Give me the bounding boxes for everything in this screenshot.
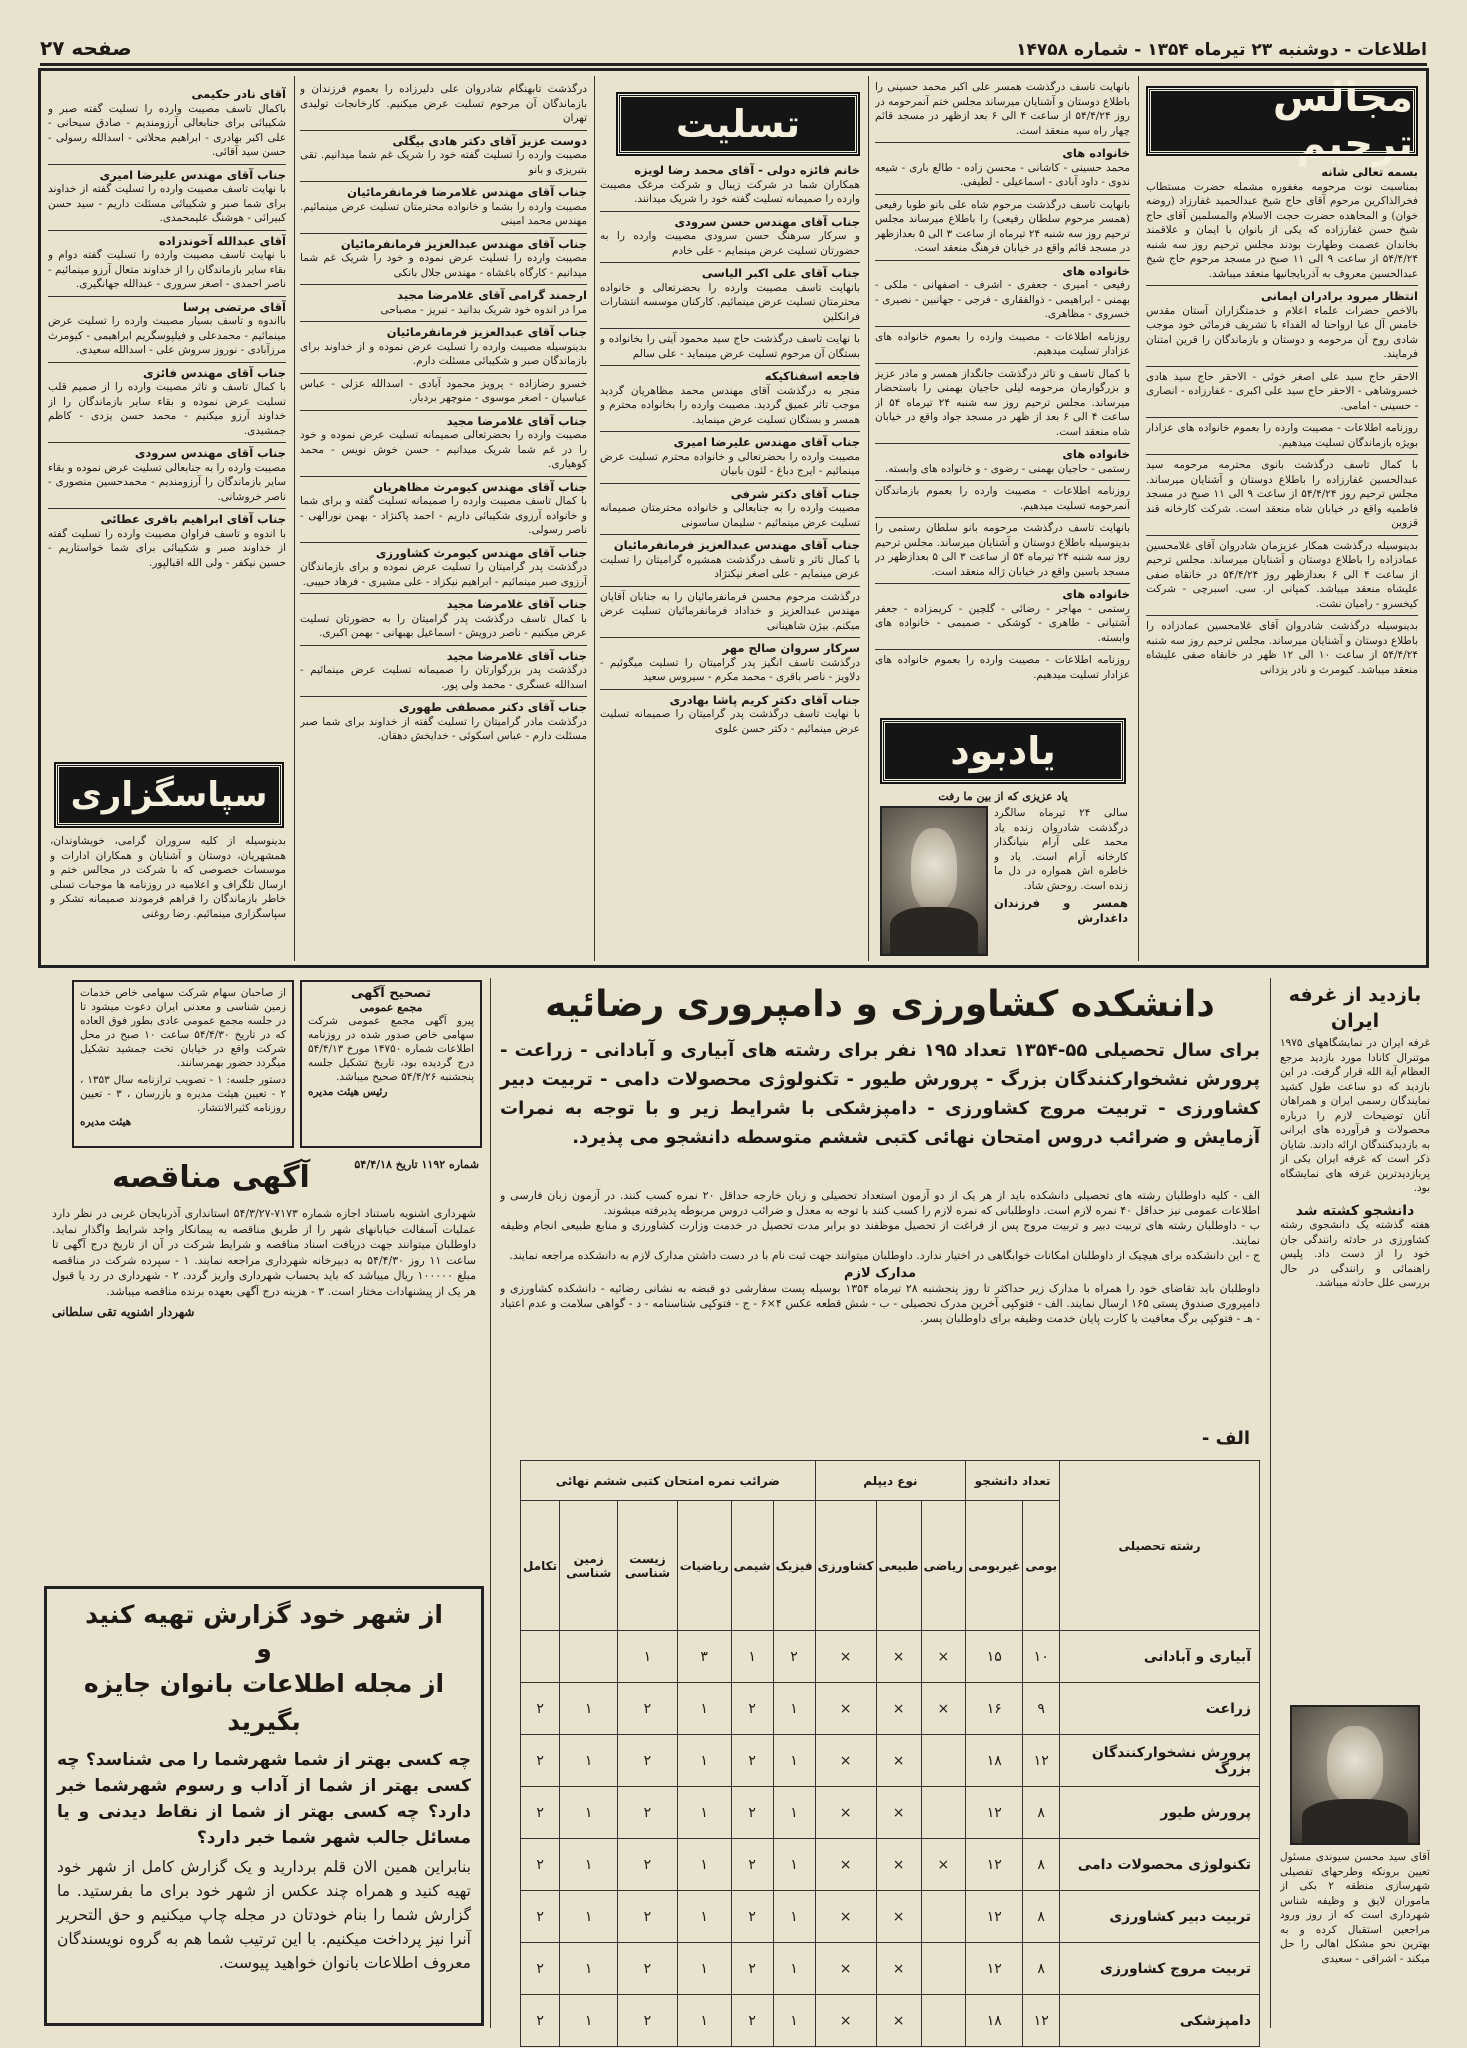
table-cell: ۱۲ [966, 1891, 1023, 1943]
notice-separator [300, 284, 587, 285]
notice-text: با کمال تاسف و تاثر درگذشت جانگداز همسر و مادر عزیز و بزرگوارمان مرحومه لیلی حاجیان بهمنی را باستحضار میرساند. مجلس ترحیم روز سه شنبه ۲۴ تیرماه ۵۴ از ساعت ۴ الی ۶ بعد از ظهر در مسجد جواد واقع در خیابان شاه منعقد است. [875, 367, 1130, 438]
notice-heading: جناب آقای مهندس عبدالعزیز فرمانفرمائیان [613, 538, 860, 552]
column-divider [594, 76, 595, 961]
table-cell-field: زراعت [1060, 1683, 1260, 1735]
tender-sign: شهردار اشنویه تقی سلطانی [52, 1305, 195, 1319]
notice-separator [600, 262, 860, 263]
notice-separator [600, 586, 860, 587]
col-field-header: رشته تحصیلی [1060, 1461, 1260, 1631]
notice-heading: جناب آقای ابراهیم باقری عطائی [100, 512, 286, 526]
notice-heading: ارجمند گرامی آقای غلامرضا مجید [397, 288, 587, 302]
column-divider [294, 76, 295, 961]
notice-text: بمناسبت نوت مرحومه مغفوره مشمله حضرت مستطاب فخرالذاکرین مرحوم آقای حاج شیخ عبدالحمید غفارزاد (روضه خوان) و المحاهده حضرت حجت الاسلام والمسلمین آقای حاج شیخ حسن غفارزاده که یکی از بانوان با ایمان و علاقمند بخاندان عصمت وطهارت بودند مجلس ترحیم روز سه شنبه ۵۴/۴/۲۴ از ساعت ۹ الی ۱۱ صبح در مسجد مرحوم حاج شیخ عبدالحسین معروف به آذربایجانیها منعقد میباشد. [1146, 180, 1418, 280]
notice-text: مصیبت وارده را بحضرتعالی صمیمانه تسلیت عرض نموده و خود را در غم شما شریک میدانیم - حسن خوش نویس - محمد کوهیاری. [300, 429, 587, 470]
banu-body: بنابراین همین الان قلم بردارید و یک گزارش کامل از شهر خود تهیه کنید و همراه چند عکس از شهر خود برای ما بفرستید. ما گزارش شما را بنام خودتان در مجله چاپ میکنیم و حق التحریر آنرا نیز پرداخت میکنیم. با این ترتیب شما هم به گروه نویسندگان معروف اطلاعات بانوان خواهید پیوست. [57, 1858, 471, 1972]
table-cell [921, 1995, 966, 2047]
notice-separator [300, 696, 587, 697]
banu-questions: چه کسی بهتر از شما شهرشما را می شناسد؟ چه کسی بهتر از شما از آداب و رسوم شهرشما خبر دارد؟ چه کسی بهتر از شما از نقاط دیدنی و یا مسائل جالب شهر شما خبر دارد؟ [57, 1750, 471, 1848]
notice-heading: جناب آقای غلامرضا مجید [446, 413, 587, 428]
condolence-column-3 [600, 160, 860, 957]
table-cell: ۱۲ [1023, 1995, 1060, 2047]
col-zamin: زمین شناسی [560, 1501, 618, 1631]
table-cell: ۱ [773, 1995, 815, 2047]
table-cell: ۸ [1023, 1891, 1060, 1943]
notice-separator [48, 442, 286, 443]
table-cell: × [815, 1995, 876, 2047]
column-divider [868, 76, 869, 961]
table-cell: ۱ [773, 1943, 815, 1995]
notice-text: مصیبت وارده را به جنابعالی تسلیت عرض نموده و بقاء سایر بازماندگان را آرزومندیم - محمدحسین منصوری - ناصر خروشانی. [48, 461, 286, 503]
banu-headline-2: و [256, 1634, 272, 1663]
notice-text: بدینوسیله درگذشت همکار عزیزمان شادروان آقای غلامحسین عمادزاده را باطلاع دوستان و آشنایان میرساند. مجلس ترحیم از ساعت ۴ الی ۶ بعدازظهر روز ۵۴/۴/۲۴ در خانقاه صفی علیشاه منعقد میباشد. کمپانی ار. سی. اسبرچی - شرکت کیخسرو - رامیان نشت. [1146, 539, 1418, 610]
notice-text: روزنامه اطلاعات - مصیبت وارده را بعموم بازماندگان آنمرحومه تسلیت میدهیم. [875, 485, 1130, 512]
notice-text: مصیبت وارده را تسلیت گفته خود را شریک غم شما میدانیم. تقی بتبریزی و بانو [300, 149, 587, 176]
table-cell: ۲ [618, 1787, 677, 1839]
condolence-column-4 [300, 82, 587, 957]
notice-text: درگذشت پدر بزرگوارتان را صمیمانه تسلیت عرض مینمائیم - اسدالله عسگری - محمد ولی پور. [300, 664, 587, 691]
table-cell: ۳ [677, 1631, 731, 1683]
notice-text: با کمال تاسف درگذشت پدر گرامیتان را به حضورتان تسلیت عرض میکنیم - ناصر درویش - اسماعیل بهبهانی - بهمن اکبری. [300, 612, 587, 639]
col-coef-header: ضرائب نمره امتحان کتبی ششم نهائی [521, 1461, 816, 1501]
table-cell-field: تکنولوژی محصولات دامی [1060, 1839, 1260, 1891]
table-cell: ۱ [560, 1891, 618, 1943]
notice-separator [300, 130, 587, 131]
notice-text: بالاخص حضرات علماء اعلام و خدمتگزاران آستان مقدس خامس آل عبا ارواحنا له الفداء با تشریف فرمائی خود موجب شادی روح آن مرحومه و دوستان و بازماندگان را قرین امتنان فرمایند. [1146, 304, 1418, 360]
notice-heading: خانواده های [1062, 146, 1130, 160]
table-cell: × [815, 1891, 876, 1943]
notice-separator [1146, 285, 1418, 286]
table-cell: ۲ [521, 1995, 560, 2047]
table-cell [921, 1787, 966, 1839]
table-row [521, 1995, 1260, 2047]
table-cell: ۱۵ [966, 1631, 1023, 1683]
notice-text: مصیبت وارده را تسلیت عرض نموده و خود را شریک غم شما میدانیم - کارگاه باغشاه - مهندس جلال بانکی [300, 252, 587, 279]
table-cell: × [815, 1943, 876, 1995]
notice-separator [300, 476, 587, 477]
notice-column-2 [875, 80, 1130, 720]
tender-title: آگهی مناقصه [112, 1160, 310, 1195]
table-cell: ۱۲ [1023, 1735, 1060, 1787]
table-cell: ۱ [677, 1787, 731, 1839]
table-cell: ۱ [677, 1735, 731, 1787]
table-label: الف - [1201, 1428, 1250, 1449]
notice-text: و سرکار سرهنگ حسن سرودی مصیبت وارده را به حضورتان تسلیت عرض مینمایم - علی خادم [600, 230, 860, 257]
notice-text: با کمال تاسف درگذشت بانوی محترمه مرحومه سید عبدالحسین غفارزاده را باطلاع دوستان و آشنایان میرساند. مجلس ترحیم روز ۵۴/۴/۲۴ از ساعت ۹ الی ۱۱ صبح در مسجد فاطمیه واقع در خیابان شاه منعقد است. شرکت کارخانه قند قزوین [1146, 459, 1418, 529]
table-cell: ۱۸ [966, 1735, 1023, 1787]
notice-separator [1146, 366, 1418, 367]
notice-separator [1146, 454, 1418, 455]
table-cell: ۲ [618, 1995, 677, 2047]
notice-text: روزنامه اطلاعات - مصیبت وارده را بعموم خانواده های عزادار تسلیت میدهیم. [875, 330, 1130, 357]
notice-heading: جناب آقای مهندس کیومرث کشاورزی [375, 545, 587, 560]
notice-separator [48, 296, 286, 297]
sepasgozari-banner: سپاسگزاری [56, 764, 282, 826]
table-cell: ۱ [560, 1995, 618, 2047]
table-cell: ۸ [1023, 1839, 1060, 1891]
notice-separator [875, 142, 1130, 143]
sepasgozari-text: بدینوسیله از کلیه سروران گرامی، خویشاوندان، همشهریان، دوستان و آشنایان و همکاران ادارات و موسسات خصوصی که با شرکت در مجالس ختم و ارسال تلگراف و اعلامیه در روزنامه ها موجبات تسلی خاطر بازماندگان را فراهم فرمودند صمیمانه تشکر و سپاسگزاری مینمائیم. رضا روغنی [50, 835, 286, 920]
table-cell: ۲ [618, 1891, 677, 1943]
notice-text: درگذشت تابهنگام شادروان علی دلیرزاده را بعموم فرزندان و بازماندگان آن مرحوم تسلیت عرض میکنیم. کارخانجات تولیدی تهران [300, 83, 587, 124]
notice-separator [600, 637, 860, 638]
table-cell: ۲ [618, 1943, 677, 1995]
table-row [521, 1631, 1260, 1683]
page-header [40, 36, 1427, 66]
notice-separator [1146, 615, 1418, 616]
notice-separator [300, 410, 587, 411]
col-bumi: بومی [1023, 1501, 1060, 1631]
yadbood-banner: یادبود [882, 720, 1124, 782]
notice-heading: جناب آقای مهندس سرودی [134, 446, 286, 460]
table-cell: ۱ [560, 1839, 618, 1891]
table-cell: ۲ [731, 1839, 773, 1891]
notice-text: بدینوسیله درگذشت شادروان آقای غلامحسین عمادزاده را باطلاع دوستان و آشنایان میرساند. مجلس ترحیم روز سه شنبه ۵۴/۴/۲۴ از ساعت ۱۰ الی ۱۲ ظهر در خانقاه صفی علیشاه منعقد میباشد. کیومرث و نادر یزدانی [1146, 620, 1418, 676]
notice-text: الاحقر حاج سید علی اصغر خوئی - الاحقر حاج سید هادی خسروشاهی - الاحقر حاج سید علی اکبری - غفارزاده - انصاری - حسینی - امامی. [1146, 370, 1418, 412]
notice-heading: جناب آقای مهندس غلامرضا فرمانفرمائیان [347, 185, 587, 199]
table-cell: × [876, 1839, 921, 1891]
notice-heading: دوست عزیز آقای دکتر هادی بیگلی [392, 133, 587, 148]
table-cell: × [815, 1735, 876, 1787]
table-cell: × [876, 1631, 921, 1683]
tender-box [44, 1152, 484, 1594]
table-cell: × [815, 1683, 876, 1735]
table-cell: ۱۲ [966, 1787, 1023, 1839]
table-cell-field: پرورش طیور [1060, 1787, 1260, 1839]
notice-text: رفیعی - امیری - جعفری - اشرف - اصفهانی - ملکی - بهمنی - ابراهیمی - ذوالفقاری - فرجی - جهانبین - نصیری - خسروی - مظاهری. [875, 279, 1130, 320]
notice-separator [48, 362, 286, 363]
notice-text: محمد حسینی - کاشانی - محسن زاده - طالع باری - شیعه ندوی - داود آبادی - اسماعیلی - لطیفی. [875, 161, 1130, 188]
table-cell-field: دامپزشکی [1060, 1995, 1260, 2047]
memorial-portrait [880, 806, 988, 956]
notice-separator [300, 593, 587, 594]
table-cell: × [921, 1683, 966, 1735]
col-tabiei: طبیعی [876, 1501, 921, 1631]
table-cell: × [815, 1839, 876, 1891]
university-title: دانشکده کشاورزی و دامپروری رضائیه [545, 984, 1215, 1025]
table-cell: ۲ [731, 1995, 773, 2047]
correction-text: پیرو آگهی مجمع عمومی شرکت سهامی خاص صدور شده در روزنامه اطلاعات شماره ۱۴۷۵۰ مورخ ۵۴/۴/۱۳ درج گردیده بود، تاریخ تشکیل جلسه پنجشنبه ۵۴/۴/۲۶ صحیح میباشد. [308, 1015, 475, 1083]
table-cell: ۲ [618, 1683, 677, 1735]
notice-heading: جناب آقای دکتر مصطفی طهوری [399, 700, 587, 714]
table-row [521, 1735, 1260, 1787]
table-cell-field: آبیاری و آبادانی [1060, 1631, 1260, 1683]
notice-separator [48, 230, 286, 231]
col-ghbumi: غیربومی [966, 1501, 1023, 1631]
table-cell-field: تربیت مروج کشاورزی [1060, 1943, 1260, 1995]
banu-headline-1: از شهر خود گزارش تهیه کنید [85, 1600, 443, 1629]
table-cell: ۱ [677, 1943, 731, 1995]
page-number: صفحه ۲۷ [40, 36, 132, 60]
notice-separator [48, 508, 286, 509]
table-cell: × [876, 1995, 921, 2047]
admission-table [520, 1460, 1260, 2047]
yadbood-subtitle: یاد عزیزی که از بین ما رفت [938, 790, 1068, 803]
notice-separator [875, 649, 1130, 650]
notice-heading: جناب آقای مهندس حسن سرودی [674, 214, 860, 229]
notice-text: مرا در اندوه خود شریک بدانید - تبریز - مصباحی [380, 303, 587, 316]
table-cell: × [876, 1735, 921, 1787]
table-cell: ۱۶ [966, 1683, 1023, 1735]
notice-heading: جناب آقای علی اکبر الیاسی [701, 266, 860, 280]
table-cell: × [921, 1839, 966, 1891]
table-row [521, 1891, 1260, 1943]
table-cell: ۱ [677, 1839, 731, 1891]
table-cell: ۱ [773, 1683, 815, 1735]
notice-text: با نهایت تاسف مصیبت وارده را تسلیت گفته دوام و بقاء سایر بازماندگان را از خداوند متعال آرزو مینمائیم - ناصر احمدی - اصغر سروری - عبدالله جهانگیری. [48, 249, 286, 290]
table-cell: ۱ [731, 1631, 773, 1683]
notice-heading: خانم فائزه دولی - آقای محمد رضا لویزه [634, 163, 860, 177]
correction-subtitle: مجمع عمومی [359, 1001, 423, 1014]
notice-text: با کمال تاسف مصیبت وارده را صمیمانه تسلیت گفته و برای شما و خانواده آرزوی شکیبائی داریم - احمد پاکنژاد - بهمن نورالهی - ناصر رسولی. [300, 495, 587, 536]
notice-heading: سرکار سروان صالح مهر [722, 641, 860, 655]
notice-separator [300, 645, 587, 646]
paper-info: اطلاعات - دوشنبه ۲۳ تیرماه ۱۳۵۴ - شماره ۱۴۷۵۸ [1016, 40, 1427, 60]
notice-separator [600, 328, 860, 329]
notice-heading: جناب آقای دکتر کریم پاشا بهادری [669, 692, 860, 707]
table-cell: × [921, 1631, 966, 1683]
notice-heading: خانواده های [1062, 447, 1130, 461]
table-cell: ۱ [677, 1995, 731, 2047]
notice-heading: آقای عبدالله آخوندزاده [158, 233, 286, 248]
table-cell: ۲ [773, 1631, 815, 1683]
notice-text: بانهایت تاسف درگذشت مرحوم شاه علی بانو طوبا رفیعی (همسر مرحوم سلطان رفیعی) را باطلاع میرساند مجلس ترحیم روز سه شنبه ۲۴ تیرماه از ساعت ۳ الی ۵ بعدازظهر در مسجد قائم واقع در خیابان فرهنگ منعقد است. [875, 198, 1130, 254]
university-lead: برای سال تحصیلی ۵۵-۱۳۵۴ تعداد ۱۹۵ نفر برای رشته های آبیاری و آبادانی - زراعت - پرورش نشخوارکنندگان بزرگ - پرورش طیور - تکنولوژی محصولات دامی - تربیت دبیر کشاورزی - تربیت مروج کشاورزی - دامپزشکی با شرایط زیر و با توجه به نمرات آزمایش و ضرائب دروس امتحان نهائی کتبی ششم متوسطه دانشجو می پذیرد. [500, 1040, 1260, 1148]
meeting-sign: هیئت مدیره [80, 1116, 132, 1128]
table-cell: × [876, 1943, 921, 1995]
notice-text: با کمال تاسف و تاثر مصیبت وارده را از صمیم قلب تسلیت عرض نموده و بقاء سایر بازماندگان را از خداوند آرزو میکنیم - محمد حسن یزدی - کاظم جمشیدی. [48, 381, 286, 437]
notice-text: درگذشت مرحوم محسن فرمانفرمائیان را به جنابان آقایان مهندس عبدالعزیز و خداداد فرمانفرمائیان تسلیت عرض میکنم. بیژن شاهینانی [600, 590, 860, 632]
col-riaziat: ریاضیات [677, 1501, 731, 1631]
table-cell: ۱۲ [966, 1943, 1023, 1995]
col-shimi: شیمی [731, 1501, 773, 1631]
notice-separator [875, 326, 1130, 327]
table-cell: ۱ [773, 1735, 815, 1787]
notice-separator [600, 534, 860, 535]
table-cell: ۱ [773, 1891, 815, 1943]
col-riazi: ریاضی [921, 1501, 966, 1631]
table-cell: ۲ [521, 1787, 560, 1839]
table-cell: ۲ [521, 1891, 560, 1943]
official-portrait [1290, 1705, 1420, 1845]
meeting-box [72, 980, 294, 1148]
yadbood-text: سالی ۲۴ تیرماه سالگرد درگذشت شادروان زنده یاد محمد علی آرام بنیانگذار کارخانه آرام است. یاد و خاطره اش همواره در دل ما زنده است. روحش شاد. همسر و فرزندان داغدارش [994, 807, 1128, 925]
tasliat-banner: تسلیت [618, 94, 858, 154]
table-cell: ۲ [731, 1735, 773, 1787]
notice-text: درگذشت تاسف انگیز پدر گرامیتان را تسلیت میگوئیم - دلاویز - ناصر باقری - محمد مکرم - سیروس سعید [600, 656, 860, 683]
col-takamol: تکامل [521, 1501, 560, 1631]
notice-text: باکمال تاسف مصیبت وارده را تسلیت گفته صبر و شکیبائی برای جنابعالی آرزومندیم - صادق سبحانی - علی اکبر بهادری - ابراهیم محلاتی - اسدالله رسولی - حسن سید آقائی. [48, 102, 286, 158]
notice-separator [300, 373, 587, 374]
notice-text: با اندوه و تاسف فراوان مصیبت وارده را تسلیت گفته از خداوند صبر و شکیبائی برای شما خواستاریم - حسین نیکفر - ولی الله اقبالپور. [48, 527, 286, 569]
notice-heading: آقای نادر حکیمی [191, 87, 286, 101]
notice-text: بانهایت تاسف درگذشت همسر علی اکبر محمد حسینی را باطلاع دوستان و آشنایان میرساند مجلس ختم آنمرحومه در روز ۵۴/۴/۲۴ از ساعت ۴ الی ۶ بعد ازظهر در مسجد قائم چهار راه سپه منعقد است. [875, 81, 1130, 137]
table-row [521, 1943, 1260, 1995]
table-cell: ۱ [560, 1943, 618, 1995]
tender-text: شهرداری اشنویه باستناد اجازه شماره ۷۱۷۳-۵۴/۳/۲۷ استانداری آذربایجان غربی در نظر دارد عملیات آسفالت خیابانهای شهر را از طریق مناقصه به پیمانکار واجد شرایط واگذار نماید. داوطلبان میتوانند جهت دریافت اسناد مناقصه و شرایط شرکت در آن از تاریخ درج آگهی تا ساعت ۱۱ روز ۵۴/۴/۳۰ به دبیرخانه شهرداری مراجعه نمایند. ۱ - سپرده شرکت در مناقصه مبلغ ۱۰۰۰۰۰ ریال میباشد که باید بحساب شهرداری واریز گردد. ۲ - شهرداری در رد یا قبول هر یک از پیشنهادات مختار است. ۳ - هزینه درج آگهی بعهده برنده مناقصه میباشد. [52, 1207, 476, 1298]
table-cell: ۱۰ [1023, 1631, 1060, 1683]
table-cell: ۲ [731, 1787, 773, 1839]
notice-heading: بسمه تعالی شانه [1321, 165, 1418, 179]
table-cell-field: پرورش نشخوارکنندگان بزرگ [1060, 1735, 1260, 1787]
table-cell: ۱ [560, 1735, 618, 1787]
majales-banner: مجالس ترحیم [1148, 88, 1416, 154]
visit-text: غرفه ایران در نمایشگاههای ۱۹۷۵ موتنرال کانادا مورد بازدید مرجع العظام آیة الله قرار گرفت. در این بازدید که دو ساعت طول کشید نمایندگان رسمی ایران و همراهان آنان توضیحات لازم را درباره محصولات و فرآورده های ایرانی به بازدیدکنندگان ارائه دادند. شایان ذکر است که غرفه ایران یکی از پربازدیدترین غرفه های نمایشگاه بود. دانشجو کشته شد هفته گذشته یک دانشجوی رشته کشاورزی در حادثه رانندگی جان خود را از دست داد. پلیس راهنمائی و رانندگی در حال بررسی علل حادثه میباشد. [1280, 1037, 1430, 1289]
notice-separator [48, 164, 286, 165]
column-divider [1270, 978, 1271, 2028]
majales-column [1146, 162, 1418, 957]
correction-sign: رئیس هیئت مدیره [308, 1086, 388, 1098]
notice-text: بانهایت تاسف درگذشت مرحومه بانو سلطان رستمی را بدینوسیله باطلاع دوستان و آشنایان میرساند. مجلس ترحیم روز سه شنبه ۲۴ تیرماه ۵۴ از ساعت ۳ الی ۵ بعدازظهر در مسجد باسین واقع در خیابان ژاله منعقد است. [875, 522, 1130, 578]
tender-num: شماره ۱۱۹۲ تاریخ ۵۴/۴/۱۸ [354, 1158, 479, 1171]
notice-separator [600, 689, 860, 690]
table-cell: × [876, 1891, 921, 1943]
col-keshavarzi: کشاورزی [815, 1501, 876, 1631]
notice-separator [600, 483, 860, 484]
university-body: الف - کلیه داوطلبان رشته های تحصیلی دانشکده باید از هر یک از دو آزمون استعداد تحصیلی و زبان خارجه حداقل ۲۰ نمره کسب کنند. در آزمون زبان فارسی و اطلاعات عمومی نیز حداقل ۴۰ نمره لازم است. داوطلبانی که نمره لازم را کسب کنند با توجه به معدل و ضرائب دروس مربوطه پذیرفته میشوند. ب - داوطلبان رشته های تربیت دبیر و تربیت مروج پس از فراغت از تحصیل موظفند دو برابر مدت تحصیل در خدمت وزارت کشاورزی و منابع طبیعی انجام وظیفه نمایند. ج - این دانشکده برای هیچیک از داوطلبان امکانات خوابگاهی در اختیار ندارد. داوطلبان میتوانند جهت ثبت نام با در دست داشتن مدارک لازم به دانشکده مراجعه نمایند. مدارک لازم داوطلبان باید تقاضای خود را همراه با مدارک زیر حداکثر تا روز پنجشنبه ۲۸ تیرماه ۱۳۵۴ بوسیله پست سفارشی دو قبضه به نشانی رضائیه - دانشکده کشاورزی و دامپروری صندوق پستی ۱۶۵ ارسال نمایند. الف - فتوکپی آخرین مدرک تحصیلی - ب - شش قطعه عکس ۴×۶ - ج - فتوکپی شناسنامه - د - گواهی سلامت و عدم اعتیاد - هـ - فتوکپی برگ معافیت یا کارت پایان خدمت وظیفه برای داوطلبان پسر. [500, 1189, 1260, 1325]
col-zist: زیست شناسی [618, 1501, 677, 1631]
notice-heading: انتظار میرود برادران ایمانی [1260, 289, 1418, 303]
table-row [521, 1787, 1260, 1839]
notice-heading: خانواده های [1062, 263, 1130, 278]
notice-text: با نهایت تاسف درگذشت حاج سید محمود آیتی را بخانواده و بستگان آن مرحوم تسلیت عرض مینماید - علی سالم [600, 333, 860, 360]
table-cell: ۲ [731, 1683, 773, 1735]
banu-ad-box [44, 1586, 484, 2026]
col-diploma-header: نوع دیپلم [815, 1461, 966, 1501]
table-cell: ۲ [618, 1839, 677, 1891]
notice-heading: جناب آقای عبدالعزیز فرمانفرمائیان [386, 325, 587, 339]
notice-heading: آقای مرتضی پرسا [183, 299, 286, 314]
notice-text: خسرو رضازاده - پرویز محمود آبادی - اسدالله عزلی - عباس عباسیان - اصغر موسوی - منوچهر بردبار. [300, 377, 587, 404]
banu-headline-3: از مجله اطلاعات بانوان جایزه بگیرید [83, 1669, 445, 1736]
correction-box [300, 980, 482, 1148]
notice-separator [875, 194, 1130, 195]
notice-separator [300, 321, 587, 322]
column-divider [490, 978, 491, 2028]
notice-heading: جناب آقای مهندس علیرضا امیری [673, 435, 860, 449]
table-cell: ۱ [677, 1891, 731, 1943]
table-cell: ۲ [731, 1891, 773, 1943]
notice-heading: جناب آقای غلامرضا مجید [446, 648, 587, 663]
table-cell: ۱ [677, 1683, 731, 1735]
table-cell: ۸ [1023, 1943, 1060, 1995]
col-fizik: فیزیک [773, 1501, 815, 1631]
notice-text: درگذشت پدر گرامیتان را تسلیت عرض نموده و برای بازماندگان آرزوی صبر مینمائیم - ابراهیم نیکزاد - علی مشیری - فرهاد حبیبی. [300, 561, 587, 588]
table-cell: × [876, 1683, 921, 1735]
notice-separator [875, 517, 1130, 518]
notice-text: همکاران شما در شرکت زیبال و شرکت مرغک مصیبت وارده را صمیمانه تسلیت گفته خود را شریک میدانند. [600, 178, 860, 205]
table-cell: ۲ [731, 1943, 773, 1995]
notice-separator [875, 363, 1130, 364]
table-row [521, 1839, 1260, 1891]
notice-text: مصیبت وارده را بحضرتعالی و خانواده محترم تسلیت عرض مینمائیم - ایرج دباغ - لئون بابیان [600, 450, 860, 477]
notice-text: با کمال تاثر و تاسف درگذشت همشیره گرامیتان را تسلیت عرض مینمایم - علی اصغر نیکنژاد [600, 553, 860, 580]
notice-heading: جناب آقای مهندس کیومرث مظاهریان [373, 479, 587, 494]
table-cell: ۱ [560, 1683, 618, 1735]
condolence-column-5 [48, 84, 286, 754]
notice-heading: خانواده های [1062, 587, 1130, 601]
table-cell [921, 1943, 966, 1995]
meeting-text: از صاحبان سهام شرکت سهامی خاص خدمات زمین شناسی و معدنی ایران دعوت میشود تا در جلسه مجمع عمومی عادی بطور فوق العاده که در تاریخ ۵۴/۴/۳۰ ساعت ۱۰ صبح در محل شرکت واقع در خیابان تخت جمشید تشکیل میگردد حضور بهمرسانند. [80, 987, 287, 1069]
table-cell: ۱۸ [966, 1995, 1023, 2047]
table-cell-field: تربیت دبیر کشاورزی [1060, 1891, 1260, 1943]
notice-separator [300, 542, 587, 543]
table-cell: ۱ [773, 1787, 815, 1839]
col-count-header: تعداد دانشجو [966, 1461, 1060, 1501]
table-cell: ۲ [521, 1735, 560, 1787]
table-cell: × [815, 1787, 876, 1839]
table-cell [560, 1631, 618, 1683]
notice-heading: جناب آقای مهندس فائزی [143, 365, 286, 380]
notice-separator [1146, 535, 1418, 536]
notice-text: منجر به درگذشت آقای مهندس محمد مظاهریان گردید موجب تاثر عمیق گردید. مصیبت وارده را بخانواده محترم و همسر و بستگان تسلیت عرض مینماید. [600, 384, 860, 426]
table-cell: ۱۲ [966, 1839, 1023, 1891]
notice-text: بانهایت تاسف مصیبت وارده را بحضرتعالی و خانواده محترمتان تسلیت عرض مینمائیم. کارکنان موسسه انتشارات فرانکلین [600, 281, 860, 323]
notice-text: رستمی - حاجیان بهمنی - رضوی - و خانواده های وابسته. [884, 462, 1130, 475]
notice-heading: جناب آقای غلامرضا مجید [446, 597, 587, 611]
table-cell: ۱ [773, 1839, 815, 1891]
table-cell [521, 1631, 560, 1683]
notice-text: درگذشت مادر گرامیتان را تسلیت گفته از خداوند برای شما صبر مسئلت دارم - عباس اسکوئی - خدایخش دهقان. [300, 715, 587, 742]
notice-text: روزنامه اطلاعات - مصیبت وارده را بعموم خانواده های عزادار بویژه بازماندگان تسلیت میدهیم. [1146, 422, 1418, 449]
notice-separator [875, 480, 1130, 481]
table-cell: ۲ [521, 1943, 560, 1995]
notice-separator [875, 443, 1130, 444]
notice-text: با نهایت تاسف درگذشت پدر گرامیتان را صمیمانه تسلیت عرض مینمائیم - دکتر حسن علوی [600, 708, 860, 735]
table-cell [921, 1891, 966, 1943]
table-row [521, 1683, 1260, 1735]
notice-text: با نهایت تاسف مصیبت وارده را تسلیت گفته از خداوند برای شما صبر و شکیبائی مسئلت داریم - سید حسن کبیرائی - هوشنگ علیمحمدی. [48, 183, 286, 224]
table-cell: ۹ [1023, 1683, 1060, 1735]
correction-title: تصحیح آگهی [350, 986, 431, 1001]
notice-text: روزنامه اطلاعات - مصیبت وارده را بعموم خانواده های عزادار تسلیت میدهیم. [875, 654, 1130, 681]
notice-text: بدینوسیله مصیبت وارده را تسلیت عرض نموده و از خداوند برای بازماندگان صبر و شکیبائی مسئلت دارم. [300, 340, 587, 367]
notice-text: بااندوه و تاسف بسیار مصیبت وارده را تسلیت عرض مینمائیم - محمدعلی و فیلپوسگریم ابراهیمی - کیومرث مرزآبادی - نوروز سروش علی - اسدالله سعیدی. [48, 315, 286, 356]
table-cell: ۸ [1023, 1787, 1060, 1839]
notice-separator [1146, 417, 1418, 418]
column-divider [1138, 76, 1139, 961]
notice-separator [875, 260, 1130, 261]
visit-caption: آقای سید محسن سیوندی مسئول تعیین برونکه وطرحهای تفصیلی شهرسازی منطقه ۲ بکی از ماموران لایق و وظیفه شناس شهرداری است که از روز ورود مراجعین استقبال کرده و به بهترین نحو مشکل اهالی را حل میکند - اشراقی - سعیدی [1280, 1851, 1430, 1965]
notice-separator [600, 431, 860, 432]
notice-separator [300, 233, 587, 234]
notice-separator [300, 181, 587, 182]
meeting-agenda: دستور جلسه: ۱ - تصویب ترازنامه سال ۱۳۵۳ ، ۲ - تعیین هیئت مدیره و بازرسان ، ۳ - تعیین روزنامه کثیرالانتشار. [80, 1074, 286, 1114]
table-cell: ۱ [618, 1631, 677, 1683]
notice-text: مصیبت وارده را به جنابعالی و خانواده محترمتان صمیمانه تسلیت عرض مینمائیم - سلیمان ساسونی [600, 502, 860, 529]
notice-separator [875, 583, 1130, 584]
table-cell: × [815, 1631, 876, 1683]
table-cell: ۱ [560, 1787, 618, 1839]
notice-heading: جناب آقای مهندس عبدالعزیز فرمانفرمائیان [340, 236, 587, 251]
notice-text: رستمی - مهاجر - رضائی - گلچین - کریمزاده - جعفر آشتیانی - طاهری - کوشکی - صمیمی - خانواده های وابسته. [875, 602, 1130, 644]
notice-heading: فاجعه اسفناکیکه [764, 369, 860, 383]
table-cell: ۲ [618, 1735, 677, 1787]
table-cell [921, 1735, 966, 1787]
table-cell: ۲ [521, 1839, 560, 1891]
visit-title: بازدید از غرفه ایران [1288, 984, 1422, 1032]
table-cell: ۲ [521, 1683, 560, 1735]
table-cell: × [876, 1787, 921, 1839]
notice-heading: جناب آقای مهندس علیرضا امیری [99, 167, 286, 182]
notice-text: مصیبت وارده را بشما و خانواده محترمتان تسلیت عرض مینمائیم. مهندس محمد امینی [300, 200, 587, 227]
notice-separator [600, 211, 860, 212]
notice-heading: جناب آقای دکتر شرفی [730, 486, 860, 501]
notice-separator [600, 365, 860, 366]
